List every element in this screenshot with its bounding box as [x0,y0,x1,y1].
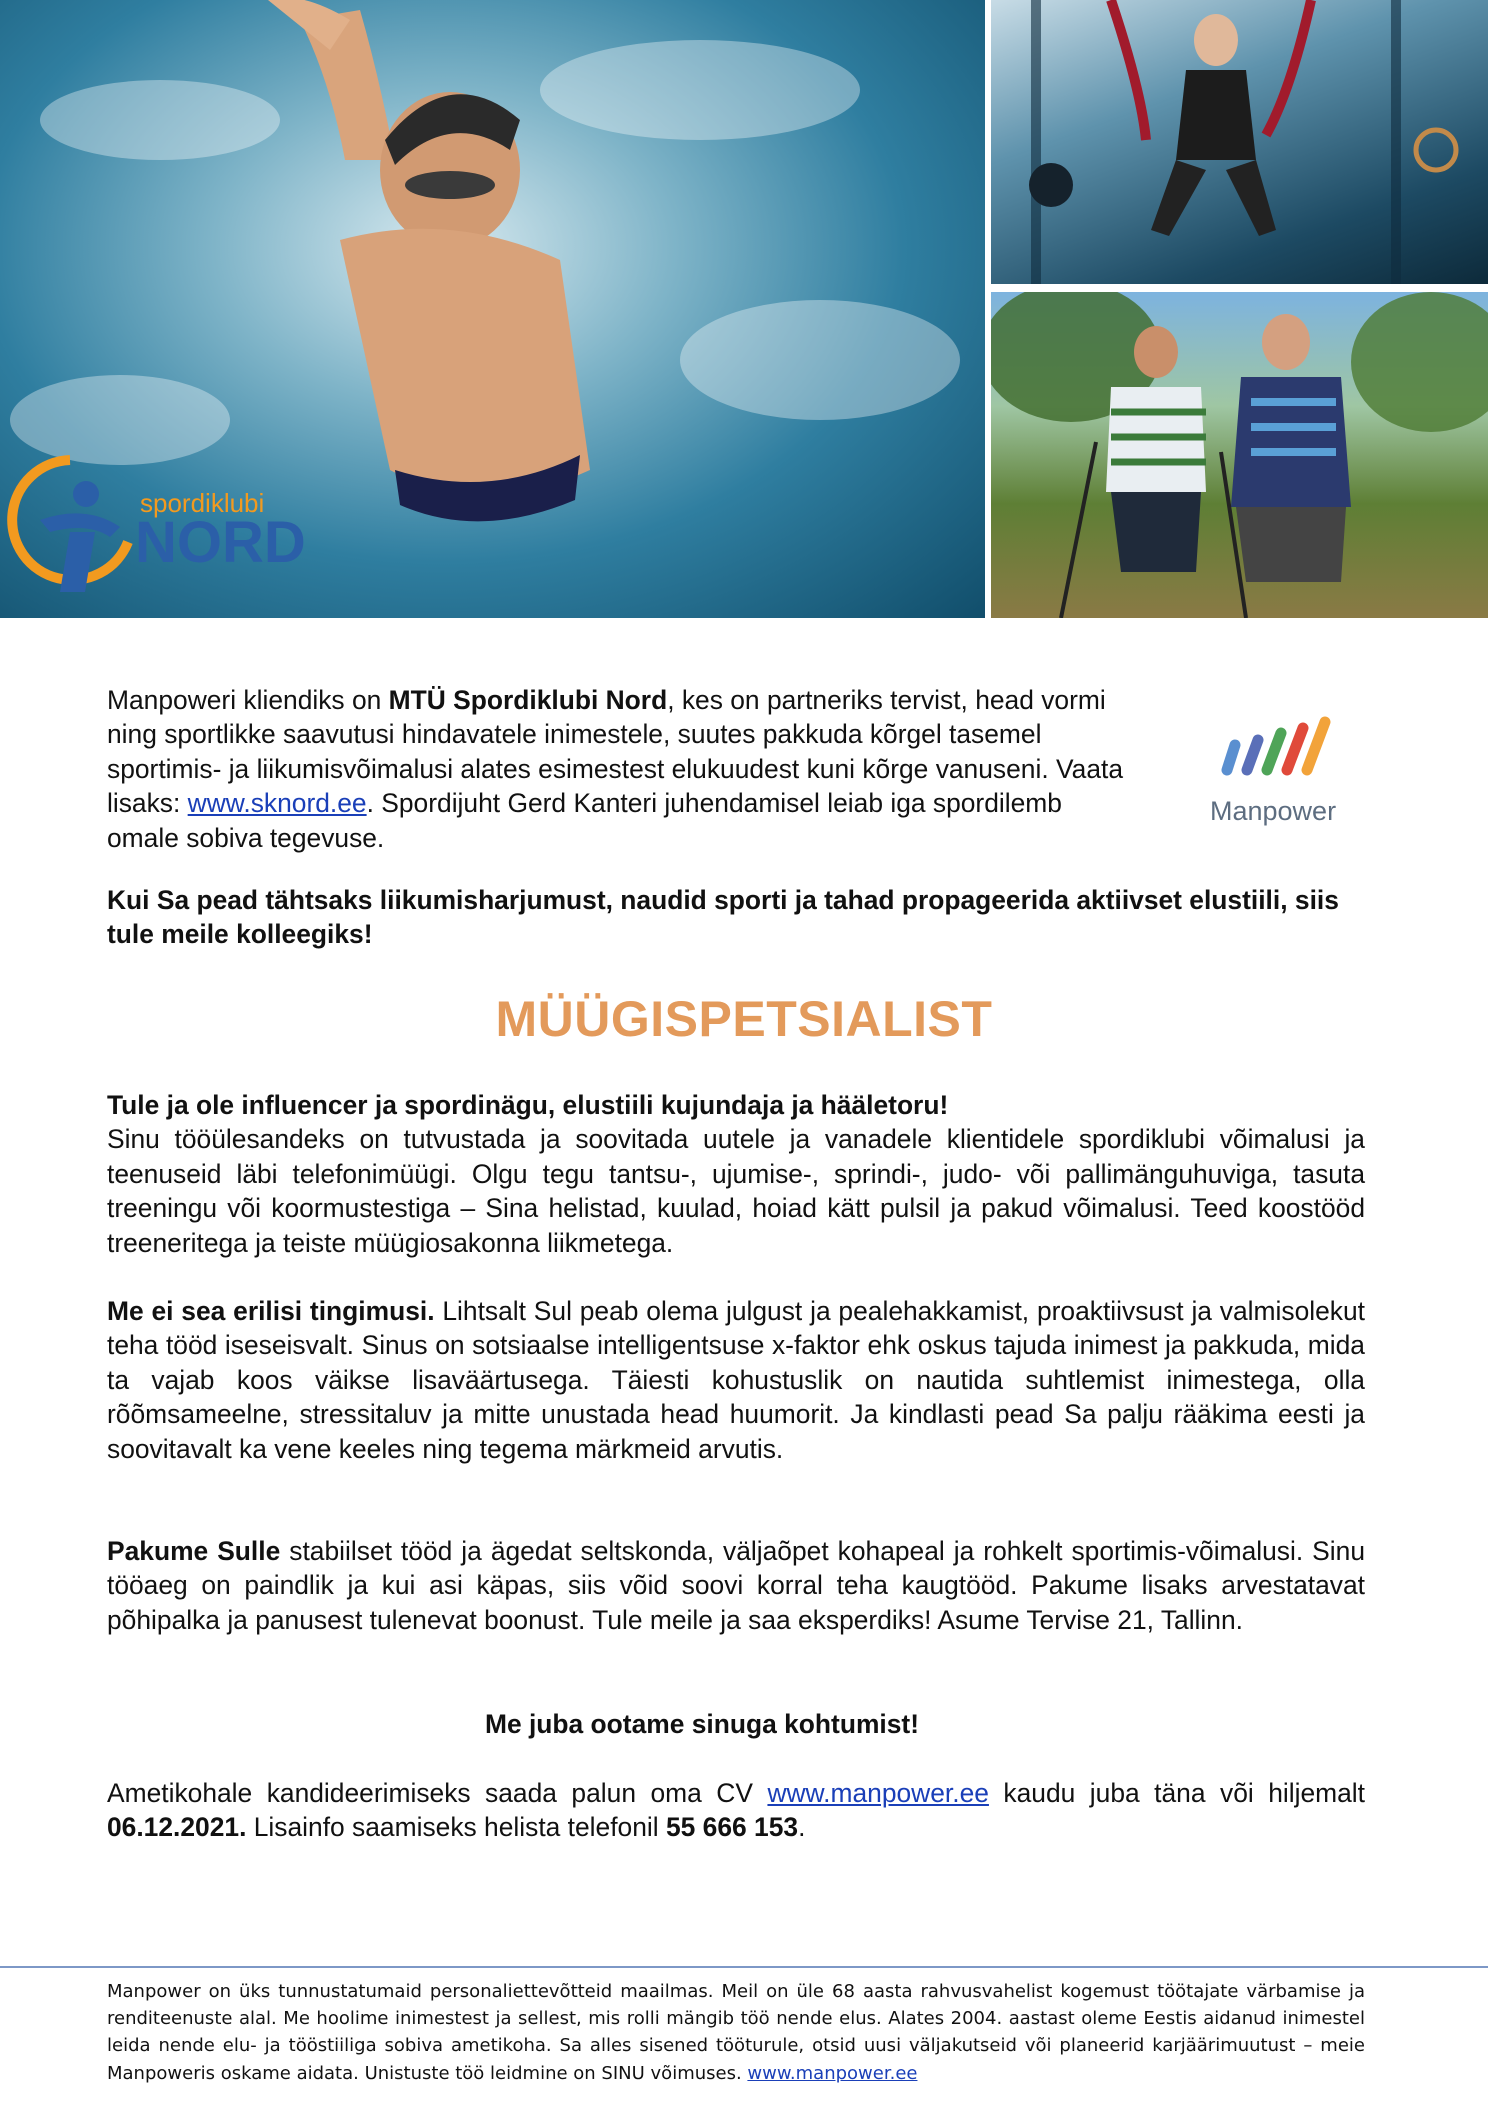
apply-text-1: Ametikohale kandideerimiseks saada palun oma CV [107,1778,768,1808]
call-to-action: Kui Sa pead tähtsaks liikumisharjumust, naudid sporti ja tahad propageerida aktiivset elustiili, siis tule meile kolleegiks! [107,885,1339,950]
intro-text-2: , kes on partneriks tervist, head vormi ning sportlikke saavutusi hindavatele inimestele, suutes pakkuda kõrgel tasemel sportimis- ja liikumisvõimalusi alates esimestest elukuudest kuni kõrge vanuseni. Vaata lisaks: [107,685,1124,819]
gym-illustration [991,0,1488,284]
photo-gym [991,0,1488,284]
closing-line: Me juba ootame sinuga kohtumist! [484,1709,919,1739]
influencer-paragraph [107,1088,1365,1260]
nord-logo-line1: spordiklubi [140,488,265,518]
client-name: MTÜ Spordiklubi Nord [388,685,668,715]
footer-divider [0,1966,1488,1968]
photo-walkers [991,292,1488,618]
offer-lead: Pakume Sulle [107,1536,281,1566]
manpower-logo-mark [1205,700,1365,840]
apply-text-4: . [798,1812,806,1843]
footer-manpower-link[interactable]: www.manpower.ee [747,2062,918,2084]
influencer-body: Sinu tööülesandeks on tutvustada ja soovitada uutele ja vanadele klientidele spordiklubi võimalusi ja teenuseid läbi telefonimüügi. Olgu tegu tantsu-, ujumise-, sprindi-, judo- või pallimänguhuviga, tasuta treeningu või koormustestiga – Sina helistad, kuulad, hoiad kätt pulsil ja pakud võimalusi. Teed koostööd treeneritega ja teiste müügiosakonna liikmetega. [107,1124,1365,1258]
manpower-logo-text: Manpower [1210,796,1337,826]
conditions-lead: Me ei sea erilisi tingimusi. [107,1296,435,1326]
apply-paragraph [107,1776,1365,1845]
offer-body: stabiilset tööd ja ägedat seltskonda, väljaõpet kohapeal ja rohkelt sportimis-võimalusi. Sinu tööaeg on paindlik ja kui asi käpas, siis võid soovi korral teha kaugtööd. Pakume lisaks arvestatavat põhipalka ja panusest tulenevat boonust. Tule meile ja saa eksperdiks! Asume Tervise 21, Tallinn. [107,1536,1365,1635]
job-title: MÜÜGISPETSIALIST [495,991,993,1047]
intro-text-3: . Spordijuht Gerd Kanteri juhendamisel leiab iga spordilemb omale sobiva tegevuse. [107,788,1062,853]
conditions-body: Lihtsalt Sul peab olema julgust ja pealehakkamist, proaktiivsust ja valmisolekut teha tööd iseseisvalt. Sinus on sotsiaalse intelligentsuse x-faktor ehk oskus tajuda inimest ja pakkuda, mida ta vajab koos väikse lisaväärtusega. Täiesti kohustuslik on nautida suhtlemist inimestega, olla rõõmsameelne, stressitaluv ja mitte unustada head huumorit. Ja kindlasti pead Sa palju rääkima eesti ja soovitavalt ka vene keeles ning tegema märkmeid arvutis. [107,1296,1365,1464]
apply-deadline: 06.12.2021. [107,1812,247,1843]
intro-paragraph [107,683,1137,855]
footer-text [107,1978,1365,2087]
offer-paragraph [107,1534,1365,1637]
conditions-paragraph [107,1294,1365,1466]
sknord-link[interactable]: www.sknord.ee [187,788,367,819]
apply-text-3: Lisainfo saamiseks helista telefonil [246,1812,666,1843]
manpower-apply-link[interactable]: www.manpower.ee [767,1778,989,1808]
spordiklubi-nord-logo [0,452,310,612]
apply-text-2: kaudu juba täna või hiljemalt [988,1778,1366,1808]
manpower-logo [1205,700,1365,840]
influencer-lead: Tule ja ole influencer ja spordinägu, elustiili kujundaja ja hääletoru! [107,1090,949,1120]
walkers-illustration [991,292,1488,618]
intro-text-1: Manpoweri kliendiks on [107,685,389,715]
apply-phone: 55 666 153 [665,1812,799,1843]
nord-logo-mark [0,452,310,612]
footer-body: Manpower on üks tunnustatumaid personaliettevõtteid maailmas. Meil on üle 68 aasta rahvusvahelist kogemust töötajate värbamise ja renditeenuste alal. Me hoolime inimestest ja sellest, mis rolli mängib töö nende elus. Alates 2004. aastast oleme Eestis aidanud inimestel leida nende elu- ja tööstiiliga sobiva ametikoha. Sa alles sisened tööturule, otsid uusi väljakutseid või planeerid karjäärimuutust – meie Manpoweris oskame aidata. Unistuste töö leidmine on SINU võimuses. [107,1981,1365,2084]
nord-logo-line2: NORD [135,510,306,575]
